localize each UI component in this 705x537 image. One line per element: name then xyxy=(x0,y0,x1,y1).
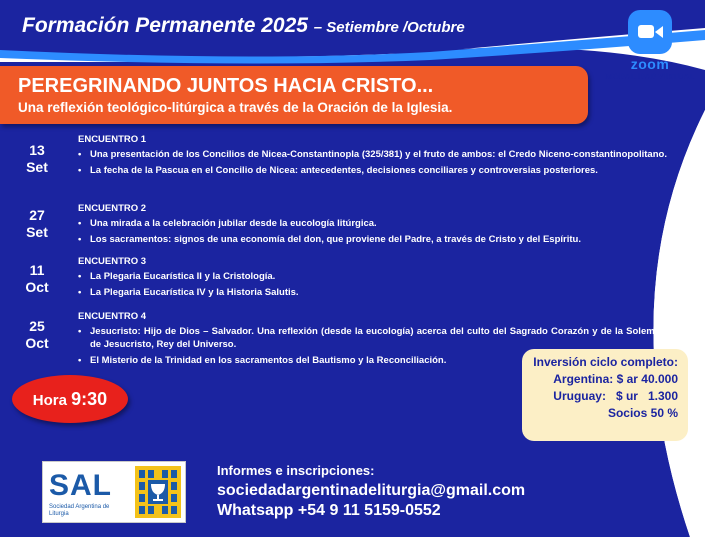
banner-title: PEREGRINANDO JUNTOS HACIA CRISTO... xyxy=(18,75,434,97)
price-uruguay: Uruguay: $ ur 1.300 xyxy=(553,389,678,403)
encuentro-title: ENCUENTRO 1 xyxy=(78,134,147,145)
list-item: • Los sacramentos: signos de una economía del don, que proviene del Padre, a través de Cristo y del Espíritu. xyxy=(90,233,680,246)
zoom-mode: MODALIDAD VIRTUAL xyxy=(605,72,695,81)
date-month: Set xyxy=(26,224,48,240)
price-socios: Socios 50 % xyxy=(607,406,678,420)
sal-logo xyxy=(42,461,186,523)
encuentro-1 xyxy=(78,133,680,180)
encuentro-title: ENCUENTRO 3 xyxy=(78,256,147,267)
time-value: 9:30 xyxy=(71,389,108,409)
contact-heading: Informes e inscripciones: xyxy=(217,463,375,478)
list-item: • Una presentación de los Concilios de Nicea-Constantinopla (325/381) y el fruto de ambos: el Credo Niceno-constantinopolitano. xyxy=(90,148,680,161)
date-month: Oct xyxy=(25,279,49,295)
title-banner xyxy=(0,66,588,124)
encuentro-title: ENCUENTRO 2 xyxy=(78,203,147,214)
encuentro-2 xyxy=(78,202,680,249)
chalice-emblem-icon xyxy=(135,466,181,518)
zoom-brand: zoom xyxy=(630,56,670,72)
date-day: 11 xyxy=(29,262,45,278)
contact-email[interactable]: sociedadargentinadeliturgia@gmail.com xyxy=(217,482,526,499)
price-argentina: Argentina: $ ar 40.000 xyxy=(553,372,678,386)
price-box xyxy=(522,349,688,441)
list-item: • Jesucristo: Hijo de Dios – Salvador. Una reflexión (desde la eucología) acerca del culto del Sagrado Corazón y de la Solemnidad de Jesucristo, Rey del Universo. xyxy=(90,325,680,351)
list-item: • La fecha de la Pascua en el Concilio de Nicea: antecedentes, decisiones conciliares y controversias posteriores. xyxy=(90,164,680,177)
zoom-badge xyxy=(600,10,700,81)
header-title-main: Formación Permanente 2025 xyxy=(22,14,308,37)
zoom-camera-icon xyxy=(628,10,672,54)
date-day: 25 xyxy=(29,318,45,334)
header-title xyxy=(22,14,465,38)
banner-subtitle: Una reflexión teológico-litúrgica a través de la Oración de la Iglesia. xyxy=(18,100,453,115)
encuentro-title: ENCUENTRO 4 xyxy=(78,311,147,322)
time-badge xyxy=(12,375,128,423)
date-day: 27 xyxy=(29,207,45,223)
encuentro-list xyxy=(78,270,680,299)
date-day: 13 xyxy=(29,142,45,158)
encuentro-3 xyxy=(78,255,680,302)
encuentro-list xyxy=(78,217,680,246)
list-item: • La Plegaria Eucarística IV y la Historia Salutis. xyxy=(90,286,680,299)
date-2 xyxy=(20,207,54,241)
sal-name: Sociedad Argentina de Liturgia xyxy=(49,504,110,517)
date-1 xyxy=(20,142,54,176)
date-3 xyxy=(20,262,54,296)
encuentro-list xyxy=(78,148,680,177)
date-month: Oct xyxy=(25,335,49,351)
list-item: • Una mirada a la celebración jubilar desde la eucología litúrgica. xyxy=(90,217,680,230)
sal-acronym: SAL xyxy=(49,469,112,502)
price-title: Inversión ciclo completo: xyxy=(533,355,678,369)
date-month: Set xyxy=(26,159,48,175)
time-label: Hora xyxy=(32,392,67,409)
date-4 xyxy=(20,318,54,352)
header-subtitle: – Setiembre /Octubre xyxy=(313,19,465,36)
list-item: • La Plegaria Eucarística II y la Cristología. xyxy=(90,270,680,283)
list-item: • El Misterio de la Trinidad en los sacramentos del Bautismo y la Reconciliación. xyxy=(90,354,520,367)
contact-whatsapp[interactable]: Whatsapp +54 9 11 5159-0552 xyxy=(217,502,441,519)
